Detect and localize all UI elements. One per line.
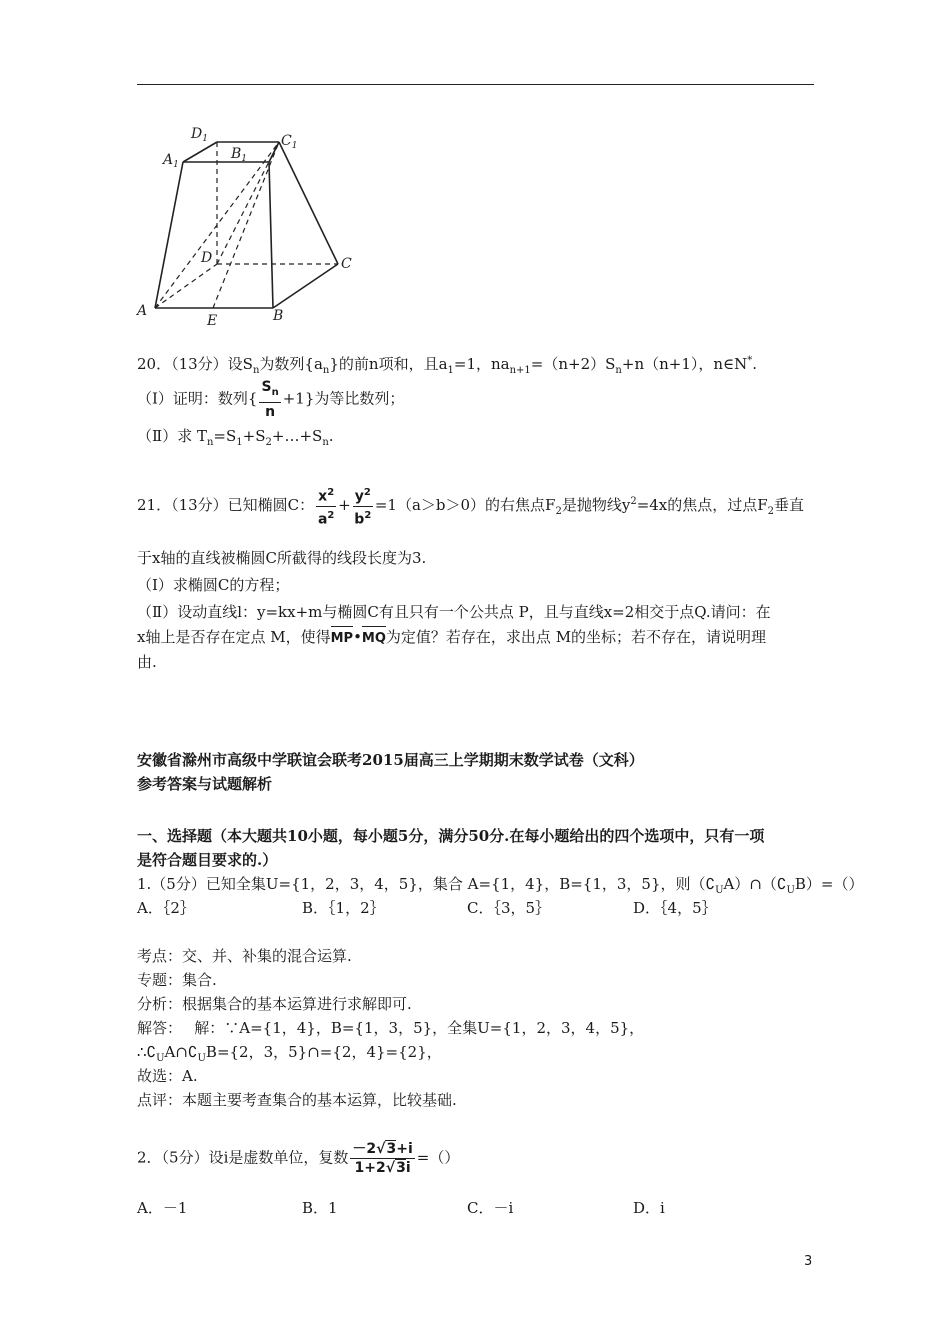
label-b1: $B_1$ (231, 146, 248, 164)
section-heading-2: 是符合题目要求的.） (137, 851, 278, 869)
q2-stem: 2．（5分）设i是虚数单位，复数 $\frac{-2√3+i}{1+2√3i}$ =（） (137, 1141, 460, 1176)
label-d: D (201, 250, 213, 266)
q1-kaodian: 考点：交、并、补集的混合运算. (137, 947, 352, 965)
q1-guxuan: 故选：A. (137, 1067, 198, 1085)
q1-dianping: 点评：本题主要考查集合的基本运算，比较基础. (137, 1091, 457, 1109)
answer-subtitle: 参考答案与试题解析 (137, 775, 273, 793)
q21-line5: x轴上是否存在定点 M，使得MP•MQ为定值？若存在，求出点 M的坐标；若不存在，请说明理 (137, 624, 766, 650)
q1-step: $\therefore∁_UA\cap∁_UB=\{2$，3，5}∩={2，4}={2}， (137, 1043, 442, 1064)
q2-option-d: D．i (633, 1199, 665, 1217)
q1-stem: 1.（5分）已知全集U={1，2，3，4，5}，集合 A={1，4}，B={1，3，5}，则$(∁_UA)\cap(∁_UB)=()$ (137, 875, 864, 896)
vector-mp: MP (331, 624, 353, 650)
q1-option-d: D．｛4，5｝ (633, 899, 717, 917)
q1-fenxi: 分析：根据集合的基本运算进行求解即可. (137, 995, 412, 1013)
frustum-figure (133, 122, 373, 327)
q1-option-a: A．｛2｝ (137, 899, 195, 917)
label-b: B (273, 308, 284, 324)
q21-line2: 于x轴的直线被椭圆C所截得的线段长度为3. (137, 549, 427, 567)
header-rule (137, 84, 814, 85)
label-c: C (341, 256, 352, 272)
q1-option-c: C．｛3，5｝ (467, 899, 551, 917)
q21-stem: 21．（13分）已知椭圆C： $\frac{x^2}{a^2}$ + $\frac{y^2}{b^2}$ =1（a＞b＞0）的右焦点$F_2$是抛物线$y^2=4x$的焦点，过点$F_2$垂直 (137, 484, 804, 528)
q2-option-a: A．－1 (137, 1199, 188, 1217)
q1-option-b: B．｛1，2｝ (302, 899, 385, 917)
section-heading-1: 一、选择题（本大题共10小题，每小题5分，满分50分.在每小题给出的四个选项中，只有一项 (137, 827, 765, 845)
label-c1: $C_1$ (281, 133, 298, 151)
label-d1: $D_1$ (191, 126, 208, 144)
fraction-x2-a2: $\frac{x^2}{a^2}$ (316, 484, 336, 528)
label-e: E (207, 313, 218, 327)
q2-option-c: C．－i (467, 1199, 514, 1217)
q21-part2: （Ⅱ）设动直线l：y=kx+m与椭圆C有且只有一个公共点 P，且与直线x=2相交于点Q.请问：在 (137, 603, 771, 621)
q20-part1: （Ⅰ）证明：数列{ $\frac{S_n}{n}$ +1}为等比数列； (137, 379, 405, 420)
q21-part1: （Ⅰ）求椭圆C的方程； (137, 576, 290, 594)
q21-line6: 由. (137, 653, 157, 671)
fraction-complex: $\frac{-2√3+i}{1+2√3i}$ (352, 1141, 413, 1176)
fraction-sn-over-n: $\frac{S_n}{n}$ (261, 379, 279, 420)
fraction-y2-b2: $\frac{y^2}{b^2}$ (353, 484, 373, 528)
q2-option-b: B．1 (302, 1199, 338, 1217)
label-a1: $A_1$ (163, 152, 179, 170)
q1-jieda: 解答： 解：∵A={1，4}，B={1，3，5}，全集U={1，2，3，4，5}， (137, 1019, 645, 1037)
q20-part2: （Ⅱ）求 $T_n=S_1+S_2+\dots+S_n$. (137, 427, 334, 448)
q20-stem: 20．（13分）设$S_n$为数列$\{a_n\}$的前n项和，且$a_1=1$，$na_{n+1}=(n+2)S_n+n(n+1)$，n∈N*. (137, 355, 758, 376)
vector-mq: MQ (362, 624, 386, 650)
q1-zhuanti: 专题：集合. (137, 971, 217, 989)
answer-title: 安徽省滁州市高级中学联谊会联考2015届高三上学期期末数学试卷（文科） (137, 751, 644, 769)
page-number: 3 (804, 1254, 813, 1269)
label-a: A (137, 303, 148, 319)
